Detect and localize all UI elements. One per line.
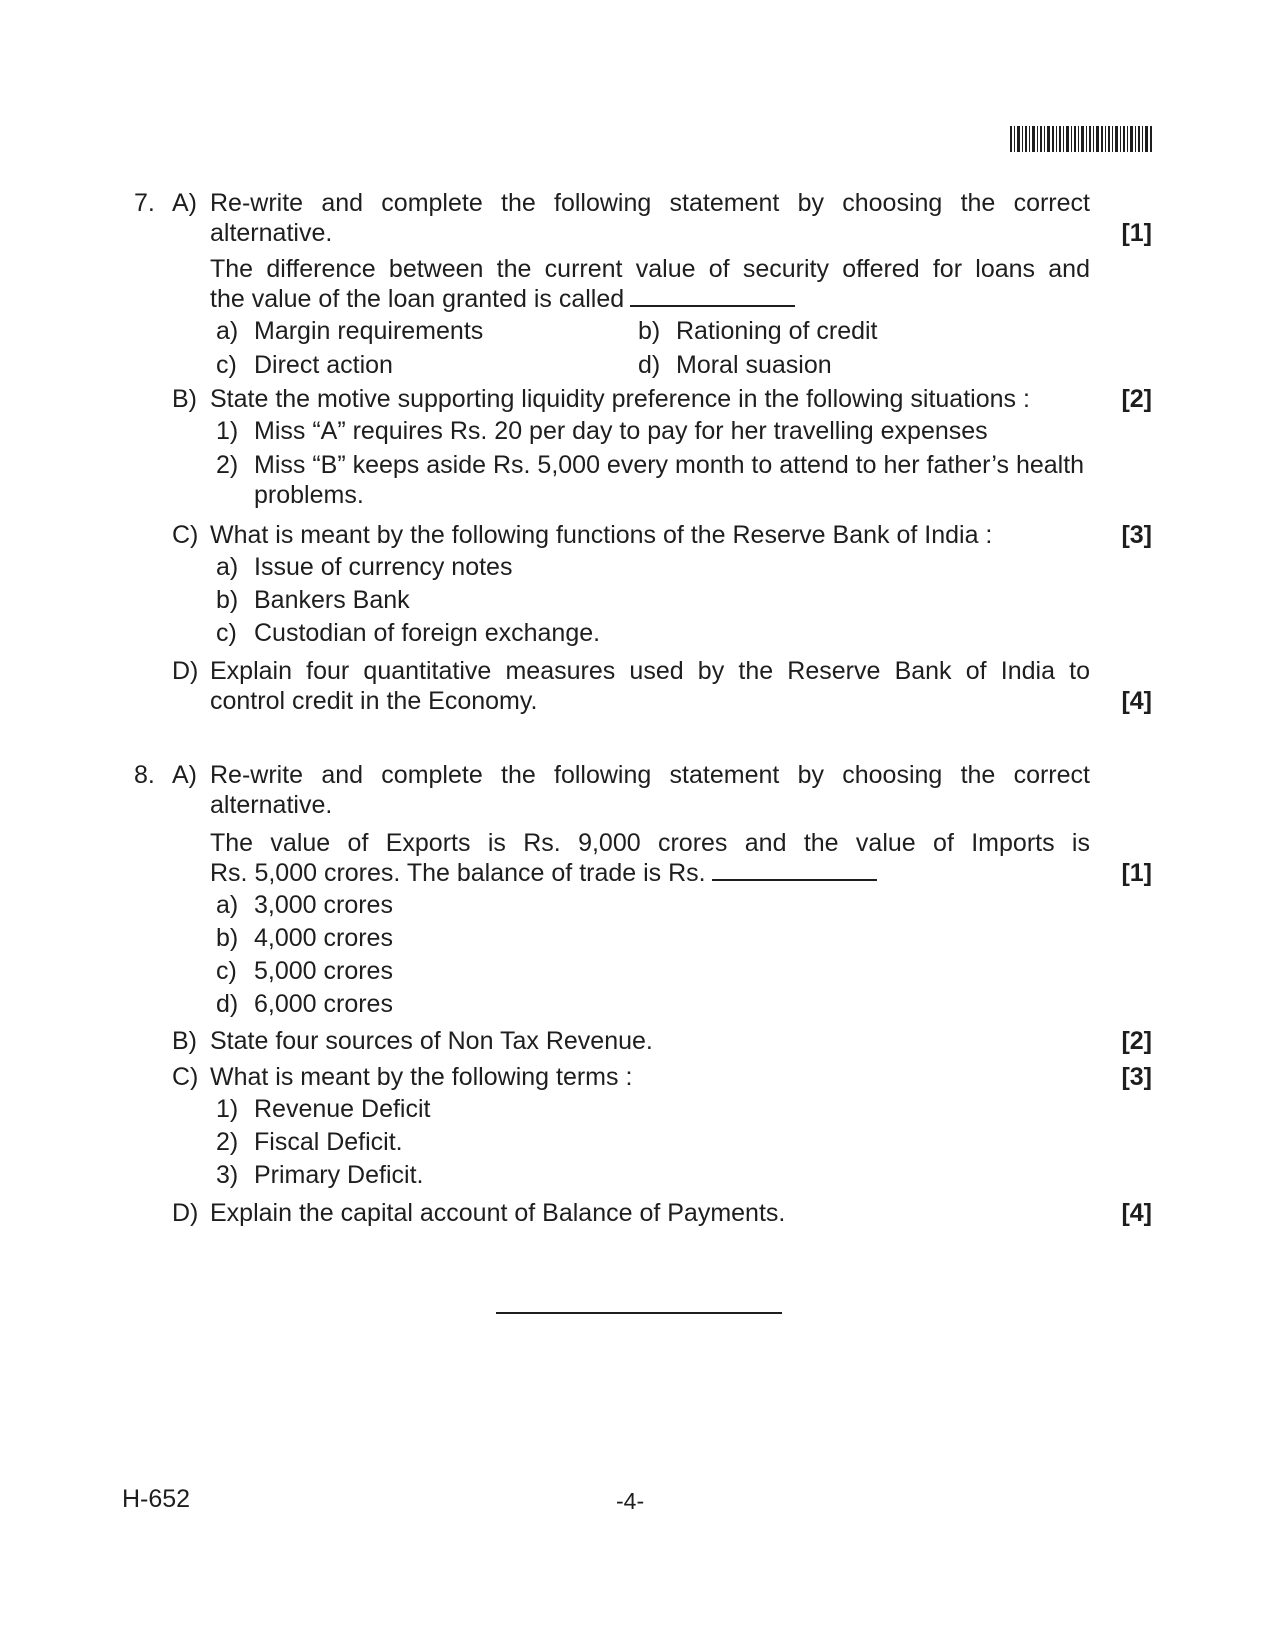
question-number: 8. <box>134 761 155 789</box>
option-label: b) <box>216 924 239 952</box>
part-text-line: Re-write and complete the following statement by choosing the correct <box>210 189 1090 217</box>
option-label: b) <box>638 317 661 345</box>
part-text-line: alternative. <box>210 219 333 247</box>
option-text: 6,000 crores <box>254 990 393 1018</box>
option-label: d) <box>216 990 239 1018</box>
statement-line <box>210 858 877 888</box>
end-rule-divider <box>496 1312 782 1314</box>
marks-label: [2] <box>1121 1027 1152 1055</box>
marks-label: [3] <box>1121 1063 1152 1091</box>
item-text: Issue of currency notes <box>254 553 513 581</box>
part-text-line: Re-write and complete the following statement by choosing the correct <box>210 761 1090 789</box>
statement-text: the value of the loan granted is called <box>210 285 625 313</box>
statement-text: Rs. 5,000 crores. The balance of trade is Rs. <box>210 859 706 887</box>
option-text: 5,000 crores <box>254 957 393 985</box>
part-label: C) <box>172 1063 199 1091</box>
item-label: c) <box>216 619 237 647</box>
item-text: Miss “B” keeps aside Rs. 5,000 every month to attend to her father’s health <box>254 451 1085 479</box>
item-text-continued: problems. <box>254 481 364 509</box>
marks-label: [4] <box>1121 687 1152 715</box>
option-label: c) <box>216 351 237 379</box>
part-text-line: Explain four quantitative measures used by the Reserve Bank of India to <box>210 657 1090 685</box>
statement-line: The difference between the current value of security offered for loans and <box>210 255 1090 283</box>
item-label: a) <box>216 553 239 581</box>
part-text: State the motive supporting liquidity preference in the following situations : <box>210 385 1030 413</box>
part-label: C) <box>172 521 199 549</box>
item-text: Fiscal Deficit. <box>254 1128 403 1156</box>
item-label: 2) <box>216 451 239 479</box>
page-number: -4- <box>616 1488 645 1514</box>
item-label: 2) <box>216 1128 239 1156</box>
part-label: A) <box>172 189 197 217</box>
item-label: b) <box>216 586 239 614</box>
option-text: 3,000 crores <box>254 891 393 919</box>
item-label: 3) <box>216 1161 239 1189</box>
item-text: Primary Deficit. <box>254 1161 424 1189</box>
item-label: 1) <box>216 417 239 445</box>
item-text: Custodian of foreign exchange. <box>254 619 601 647</box>
part-text-line: control credit in the Economy. <box>210 687 538 715</box>
part-label: B) <box>172 1027 197 1055</box>
item-text: Revenue Deficit <box>254 1095 431 1123</box>
marks-label: [2] <box>1121 385 1152 413</box>
marks-label: [1] <box>1121 859 1152 887</box>
option-text: 4,000 crores <box>254 924 393 952</box>
item-text: Bankers Bank <box>254 586 410 614</box>
barcode-image <box>1010 126 1152 152</box>
option-text: Moral suasion <box>676 351 832 379</box>
part-label: A) <box>172 761 197 789</box>
statement-line <box>210 284 795 314</box>
item-label: 1) <box>216 1095 239 1123</box>
part-label: D) <box>172 657 199 685</box>
fill-in-blank <box>630 305 795 307</box>
paper-code: H-652 <box>122 1485 191 1513</box>
option-text: Rationing of credit <box>676 317 878 345</box>
statement-line: The value of Exports is Rs. 9,000 crores and the value of Imports is <box>210 829 1090 857</box>
part-text: Explain the capital account of Balance of Payments. <box>210 1199 786 1227</box>
option-label: a) <box>216 891 239 919</box>
marks-label: [4] <box>1121 1199 1152 1227</box>
marks-label: [3] <box>1121 521 1152 549</box>
item-text: Miss “A” requires Rs. 20 per day to pay for her travelling expenses <box>254 417 988 445</box>
option-text: Direct action <box>254 351 393 379</box>
part-label: B) <box>172 385 197 413</box>
part-text: What is meant by the following functions of the Reserve Bank of India : <box>210 521 993 549</box>
option-label: c) <box>216 957 237 985</box>
question-number: 7. <box>134 189 155 217</box>
marks-label: [1] <box>1121 219 1152 247</box>
fill-in-blank <box>712 879 877 881</box>
option-label: d) <box>638 351 661 379</box>
part-text-line: alternative. <box>210 791 333 819</box>
part-text: State four sources of Non Tax Revenue. <box>210 1027 653 1055</box>
part-label: D) <box>172 1199 199 1227</box>
option-text: Margin requirements <box>254 317 484 345</box>
part-text: What is meant by the following terms : <box>210 1063 633 1091</box>
option-label: a) <box>216 317 239 345</box>
